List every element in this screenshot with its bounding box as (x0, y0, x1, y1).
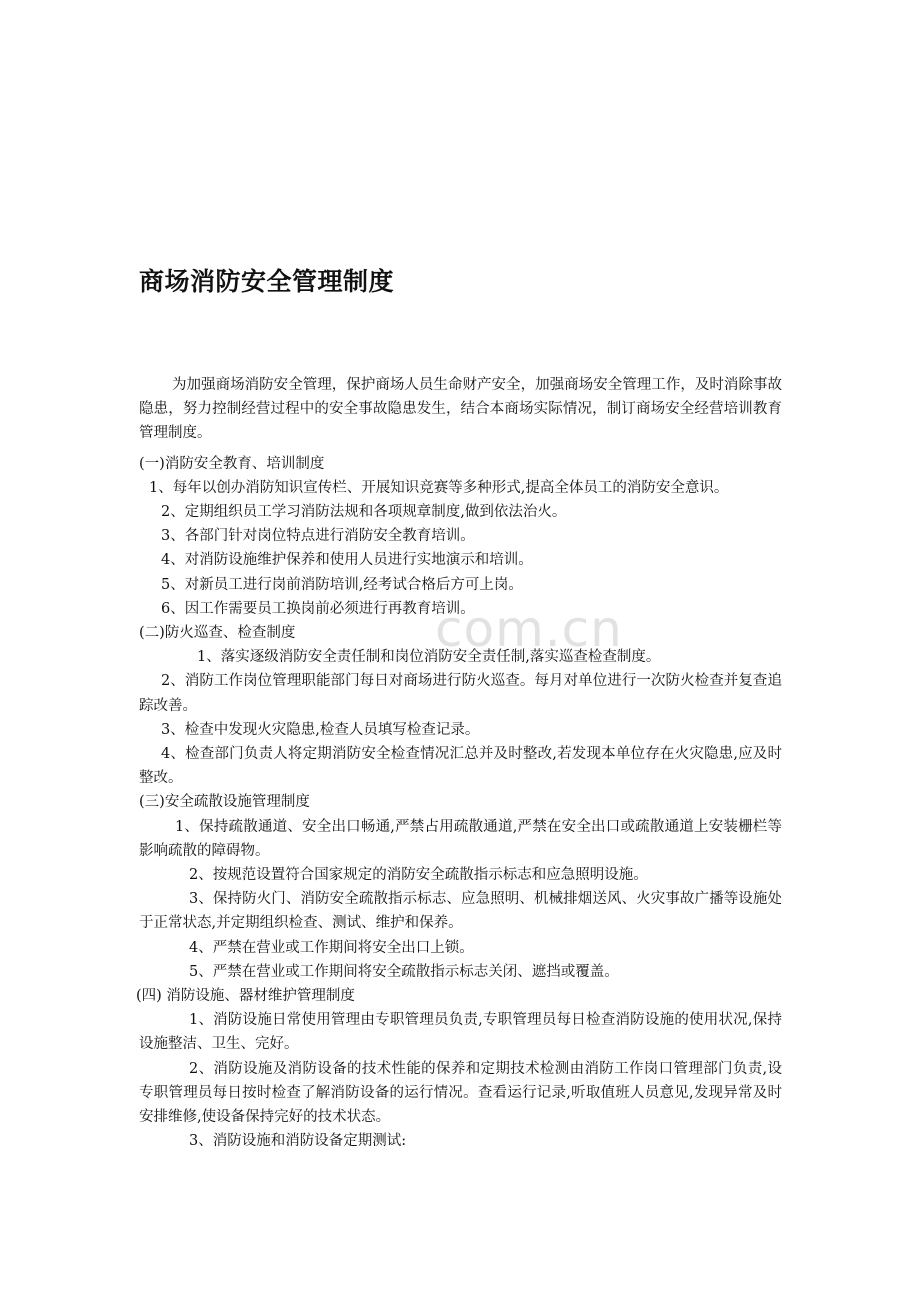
section-heading: (三)安全疏散设施管理制度 (139, 794, 310, 811)
document-title: 商场消防安全管理制度 (139, 267, 395, 296)
section-item: 2、定期组织员工学习消防法规和各项规章制度,做到依法治火。 (161, 504, 567, 521)
section-item: 2、消防工作岗位管理职能部门每日对商场进行防火巡查。每月对单位进行一次防火检查并复查追踪改善。 (139, 673, 782, 714)
section-item: 3、保持防火门、消防安全疏散指示标志、应急照明、机械排烟送风、火灾事故广播等设施处于正常状态,并定期组织检查、测试、维护和保养。 (139, 891, 782, 932)
section-item: 3、消防设施和消防设备定期测试: (189, 1133, 407, 1150)
intro-paragraph: 为加强商场消防安全管理，保护商场人员生命财产安全，加强商场安全管理工作，及时消除事故隐患，努力控制经营过程中的安全事故隐患发生，结合本商场实际情况，制订商场安全经营培训教育管理制度。 (139, 377, 782, 442)
section-heading: (二)防火巡查、检查制度 (139, 625, 296, 642)
section-item: 1、保持疏散通道、安全出口畅通,严禁占用疏散通道,严禁在安全出口或疏散通道上安装栅栏等影响疏散的障碍物。 (139, 818, 782, 859)
section-item: 2、消防设施及消防设备的技术性能的保养和定期技术检测由消防工作岗口管理部门负责,设专职管理员每日按时检查了解消防设备的运行情况。查看运行记录,听取值班人员意见,发现异常及时安排维修,使设备保持完好的技术状态。 (139, 1060, 782, 1126)
section-item: 5、严禁在营业或工作期间将安全疏散指示标志关闭、遮挡或覆盖。 (189, 963, 619, 980)
section-item: 4、严禁在营业或工作期间将安全出口上锁。 (189, 939, 474, 956)
section-item: 5、对新员工进行岗前消防培训,经考试合格后方可上岗。 (161, 576, 523, 593)
section-item: 1、每年以创办消防知识宣传栏、开展知识竞赛等多种形式,提高全体员工的消防安全意识。 (149, 479, 729, 496)
section-item: 6、因工作需要员工换岗前必须进行再教育培训。 (161, 600, 475, 617)
section-item: 4、对消防设施维护保养和使用人员进行实地演示和培训。 (161, 552, 533, 569)
section-heading: (四) 消防设施、器材维护管理制度 (136, 988, 355, 1005)
section-item: 3、检查中发现火灾隐患,检查人员填写检查记录。 (161, 721, 480, 738)
section-heading: (一)消防安全教育、培训制度 (139, 455, 325, 472)
section-item: 4、检查部门负责人将定期消防安全检查情况汇总并及时整改,若发现本单位存在火灾隐患,应及时整改。 (139, 746, 782, 787)
document-body (136, 373, 782, 1154)
section-item: 3、各部门针对岗位特点进行消防安全教育培训。 (161, 528, 475, 545)
section-item: 1、落实逐级消防安全责任制和岗位消防安全责任制,落实巡查检查制度。 (197, 649, 661, 666)
watermark: com.cn (435, 600, 623, 658)
section-item: 1、消防设施日常使用管理由专职管理员负责,专职管理员每日检查消防设施的使用状况,保持设施整洁、卫生、完好。 (139, 1012, 782, 1053)
section-item: 2、按规范设置符合国家规定的消防安全疏散指示标志和应急照明设施。 (189, 867, 648, 884)
